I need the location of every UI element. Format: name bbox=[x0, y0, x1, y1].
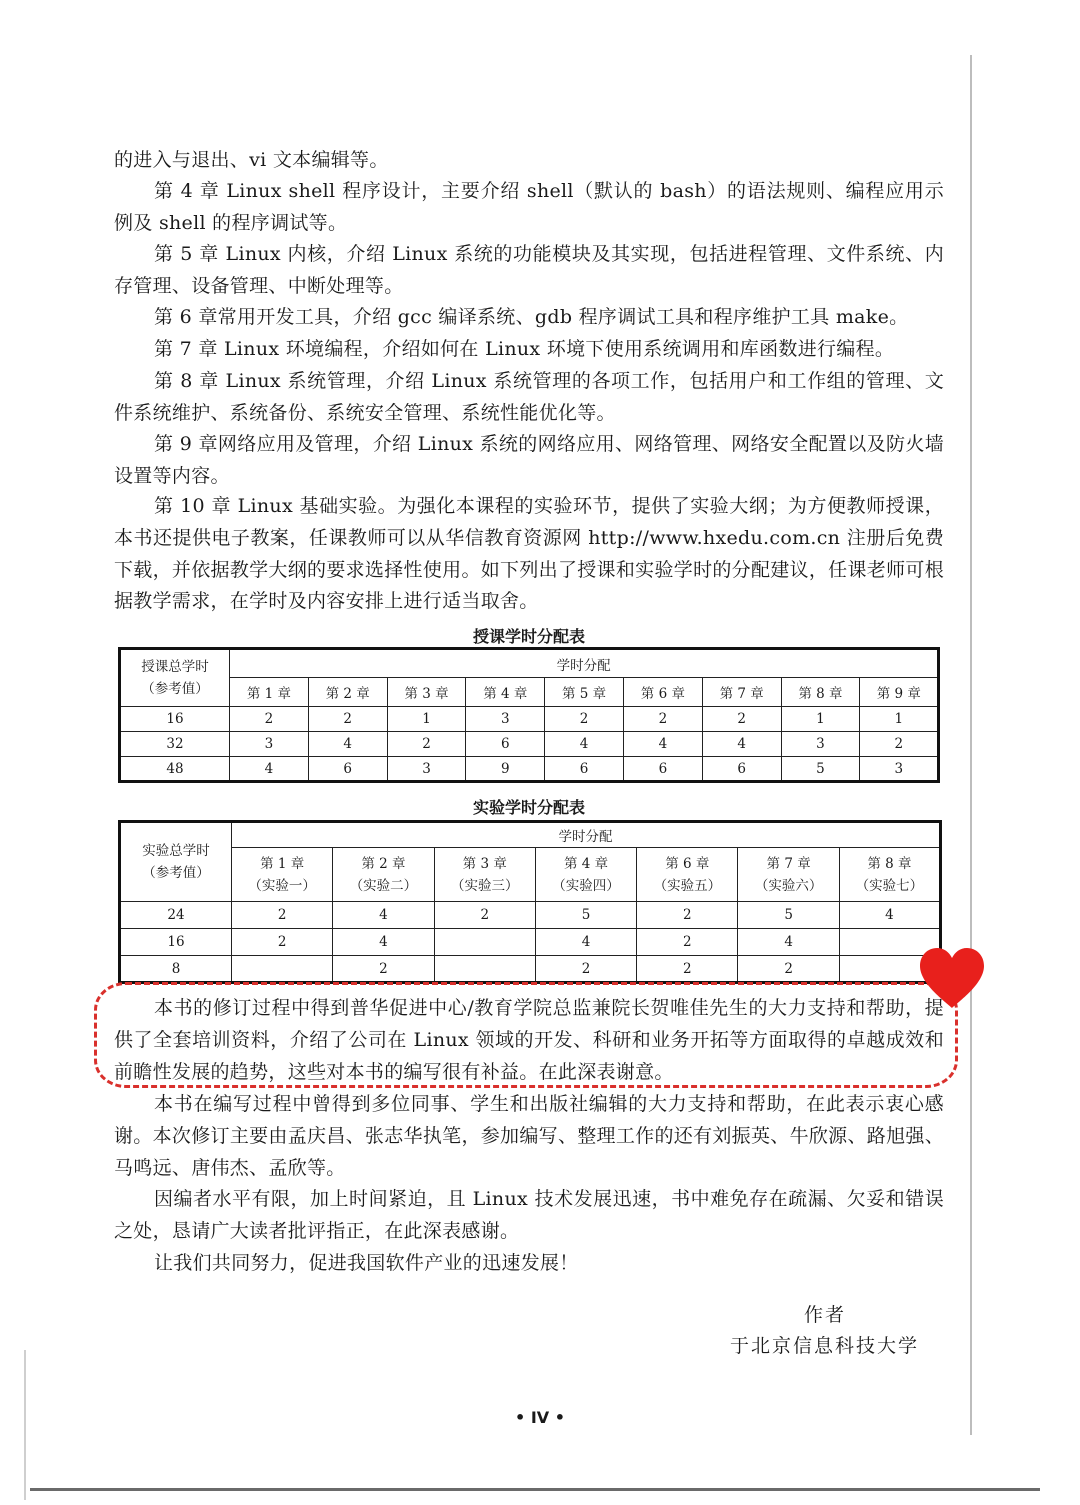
table-row bbox=[120, 757, 939, 782]
lab-total-cell: 8 bbox=[120, 956, 232, 983]
table-cell: 2 bbox=[637, 902, 738, 929]
lab-chapter-header bbox=[738, 848, 839, 902]
lab-chapter-name: 第 2 章 bbox=[361, 855, 406, 872]
lecture-chapter-header: 第 2 章 bbox=[308, 678, 387, 707]
lecture-corner-line1: 授课总学时 bbox=[141, 659, 209, 675]
table-cell: 6 bbox=[623, 757, 702, 782]
table-cell: 4 bbox=[738, 929, 839, 956]
table-cell: 5 bbox=[738, 902, 839, 929]
lab-hours-table bbox=[118, 820, 942, 984]
table-cell: 5 bbox=[781, 757, 860, 782]
table-row bbox=[120, 902, 941, 929]
lab-table-caption: 实验学时分配表 bbox=[472, 798, 585, 817]
paragraph-chapter-5: 第 5 章 Linux 内核，介绍 Linux 系统的功能模块及其实现，包括进程管理、文件系统、内存管理、设备管理、中断处理等。 bbox=[114, 243, 944, 297]
table-cell: 2 bbox=[230, 707, 309, 732]
table-row bbox=[120, 707, 939, 732]
lecture-corner-header bbox=[120, 649, 230, 707]
table-cell: 4 bbox=[535, 929, 636, 956]
table-row bbox=[120, 929, 941, 956]
page-edge-right bbox=[970, 55, 972, 1435]
table-cell: 1 bbox=[781, 707, 860, 732]
lecture-chapter-header: 第 1 章 bbox=[230, 678, 309, 707]
lab-chapter-lab: （实验三） bbox=[450, 877, 519, 894]
lab-group-header: 学时分配 bbox=[232, 822, 941, 848]
table-cell: 2 bbox=[860, 732, 939, 757]
paragraph-chapter-9: 第 9 章网络应用及管理，介绍 Linux 系统的网络应用、网络管理、网络安全配置以及防火墙设置等内容。 bbox=[114, 433, 944, 487]
table-cell: 4 bbox=[839, 902, 940, 929]
table-cell: 2 bbox=[232, 902, 333, 929]
table-cell: 6 bbox=[466, 732, 545, 757]
paragraph-chapter-7: 第 7 章 Linux 环境编程，介绍如何在 Linux 环境下使用系统调用和库函数进行编程。 bbox=[154, 338, 895, 360]
table-cell: 2 bbox=[637, 929, 738, 956]
page-number: • IV • bbox=[515, 1408, 565, 1427]
table-cell: 2 bbox=[545, 707, 624, 732]
lab-chapter-lab: （实验二） bbox=[349, 877, 418, 894]
table-cell: 2 bbox=[333, 956, 434, 983]
lecture-chapter-header: 第 9 章 bbox=[860, 678, 939, 707]
lab-chapter-name: 第 1 章 bbox=[260, 855, 305, 872]
lecture-chapter-header: 第 4 章 bbox=[466, 678, 545, 707]
lab-chapter-lab: （实验一） bbox=[248, 877, 316, 894]
table-cell: 3 bbox=[781, 732, 860, 757]
table-cell: 6 bbox=[308, 757, 387, 782]
table-cell: 1 bbox=[860, 707, 939, 732]
table-cell: 4 bbox=[333, 929, 434, 956]
table-cell: 1 bbox=[387, 707, 466, 732]
table-cell: 2 bbox=[623, 707, 702, 732]
lecture-chapter-header: 第 5 章 bbox=[545, 678, 624, 707]
lab-chapter-name: 第 4 章 bbox=[563, 855, 609, 872]
table-cell: 2 bbox=[434, 902, 535, 929]
table-cell: 2 bbox=[637, 956, 738, 983]
lab-chapter-name: 第 3 章 bbox=[462, 855, 507, 872]
signature-affiliation: 于北京信息科技大学 bbox=[730, 1335, 920, 1357]
lab-chapter-lab: （实验四） bbox=[552, 877, 620, 894]
signature-author: 作者 bbox=[804, 1304, 847, 1326]
table-cell: 2 bbox=[308, 707, 387, 732]
lecture-corner-line2: （参考值） bbox=[141, 681, 209, 697]
paragraph-chapter-10: 第 10 章 Linux 基础实验。为强化本课程的实验环节，提供了实验大纲；为方便教师授课，本书还提供电子教案，任课教师可以从华信教育资源网 http://www.hxedu.com.cn 注册后免费下载，并依据教学大纲的要求选择性使用。如下列出了授课和实验学时的分配建议，任课老师可根据教学需求，在学时及内容安排上进行适当取舍。 bbox=[114, 495, 944, 613]
lab-chapter-header bbox=[434, 848, 535, 902]
lecture-total-cell: 48 bbox=[120, 757, 230, 782]
lecture-total-cell: 32 bbox=[120, 732, 230, 757]
lab-chapter-header bbox=[333, 848, 434, 902]
lab-chapter-header bbox=[232, 848, 333, 902]
table-cell: 4 bbox=[230, 757, 309, 782]
paragraph-acknowledgement-highlighted: 本书的修订过程中得到普华促进中心/教育学院总监兼院长贺唯佳先生的大力支持和帮助，提供了全套培训资料，介绍了公司在 Linux 领域的开发、科研和业务开拓等方面取得的卓越成效和前瞻性发展的趋势，这些对本书的编写很有补益。在此深表谢意。 bbox=[114, 997, 944, 1083]
table-cell bbox=[434, 956, 535, 983]
table-cell bbox=[232, 956, 333, 983]
lab-corner-line2: （参考值） bbox=[142, 865, 210, 881]
lab-chapter-name: 第 6 章 bbox=[665, 855, 710, 872]
table-row bbox=[120, 732, 939, 757]
table-cell: 3 bbox=[466, 707, 545, 732]
lab-total-cell: 16 bbox=[120, 929, 232, 956]
lab-corner-line1: 实验总学时 bbox=[142, 843, 210, 859]
lab-chapter-name: 第 7 章 bbox=[766, 855, 811, 872]
lecture-group-header: 学时分配 bbox=[230, 649, 939, 678]
table-cell: 4 bbox=[623, 732, 702, 757]
table-cell: 2 bbox=[738, 956, 839, 983]
lab-corner-header bbox=[120, 822, 232, 902]
lab-chapter-lab: （实验五） bbox=[653, 877, 722, 894]
lab-chapter-name: 第 8 章 bbox=[867, 855, 912, 872]
lab-chapter-lab: （实验七） bbox=[855, 877, 924, 894]
table-cell: 2 bbox=[232, 929, 333, 956]
lecture-chapter-header: 第 7 章 bbox=[702, 678, 781, 707]
lecture-total-cell: 16 bbox=[120, 707, 230, 732]
paragraph-closing: 让我们共同努力，促进我国软件产业的迅速发展！ bbox=[154, 1252, 579, 1274]
paragraph-acknowledgement-colleagues: 本书在编写过程中曾得到多位同事、学生和出版社编辑的大力支持和帮助，在此表示衷心感谢。本次修订主要由孟庆昌、张志华执笔，参加编写、整理工作的还有刘振英、牛欣源、路旭强、马鸣远、唐伟杰、孟欣等。 bbox=[114, 1093, 944, 1179]
paragraph-chapter-6: 第 6 章常用开发工具，介绍 gcc 编译系统、gdb 程序调试工具和程序维护工具 make。 bbox=[154, 306, 909, 328]
lecture-table-caption: 授课学时分配表 bbox=[472, 627, 585, 646]
table-cell: 2 bbox=[535, 956, 636, 983]
lab-total-cell: 24 bbox=[120, 902, 232, 929]
table-cell: 4 bbox=[333, 902, 434, 929]
lab-chapter-header bbox=[839, 848, 940, 902]
table-row bbox=[120, 956, 941, 983]
page-edge-left bbox=[24, 1350, 26, 1500]
table-cell: 6 bbox=[702, 757, 781, 782]
table-cell: 3 bbox=[387, 757, 466, 782]
lecture-chapter-header: 第 6 章 bbox=[623, 678, 702, 707]
lecture-chapter-header-row bbox=[120, 678, 939, 707]
table-cell: 2 bbox=[702, 707, 781, 732]
table-cell bbox=[434, 929, 535, 956]
table-cell: 9 bbox=[466, 757, 545, 782]
paragraph-1: 的进入与退出、vi 文本编辑等。 bbox=[114, 149, 389, 171]
lab-chapter-header bbox=[535, 848, 636, 902]
lecture-chapter-header: 第 3 章 bbox=[387, 678, 466, 707]
lab-chapter-header bbox=[637, 848, 738, 902]
lab-chapter-header-row bbox=[120, 848, 941, 902]
table-cell: 5 bbox=[535, 902, 636, 929]
paragraph-apology: 因编者水平有限，加上时间紧迫，且 Linux 技术发展迅速，书中难免存在疏漏、欠妥和错误之处，恳请广大读者批评指正，在此深表感谢。 bbox=[114, 1188, 944, 1242]
paragraph-chapter-8: 第 8 章 Linux 系统管理，介绍 Linux 系统管理的各项工作，包括用户和工作组的管理、文件系统维护、系统备份、系统安全管理、系统性能优化等。 bbox=[114, 370, 944, 424]
table-cell: 4 bbox=[545, 732, 624, 757]
table-cell: 4 bbox=[702, 732, 781, 757]
page-edge-bottom bbox=[30, 1488, 1040, 1491]
table-cell: 2 bbox=[387, 732, 466, 757]
table-cell: 6 bbox=[545, 757, 624, 782]
table-cell: 3 bbox=[860, 757, 939, 782]
lab-chapter-lab: （实验六） bbox=[754, 877, 823, 894]
lecture-chapter-header: 第 8 章 bbox=[781, 678, 860, 707]
table-cell: 4 bbox=[308, 732, 387, 757]
table-cell: 3 bbox=[230, 732, 309, 757]
paragraph-chapter-4: 第 4 章 Linux shell 程序设计，主要介绍 shell（默认的 bash）的语法规则、编程应用示例及 shell 的程序调试等。 bbox=[114, 180, 944, 234]
lecture-hours-table bbox=[118, 647, 940, 783]
